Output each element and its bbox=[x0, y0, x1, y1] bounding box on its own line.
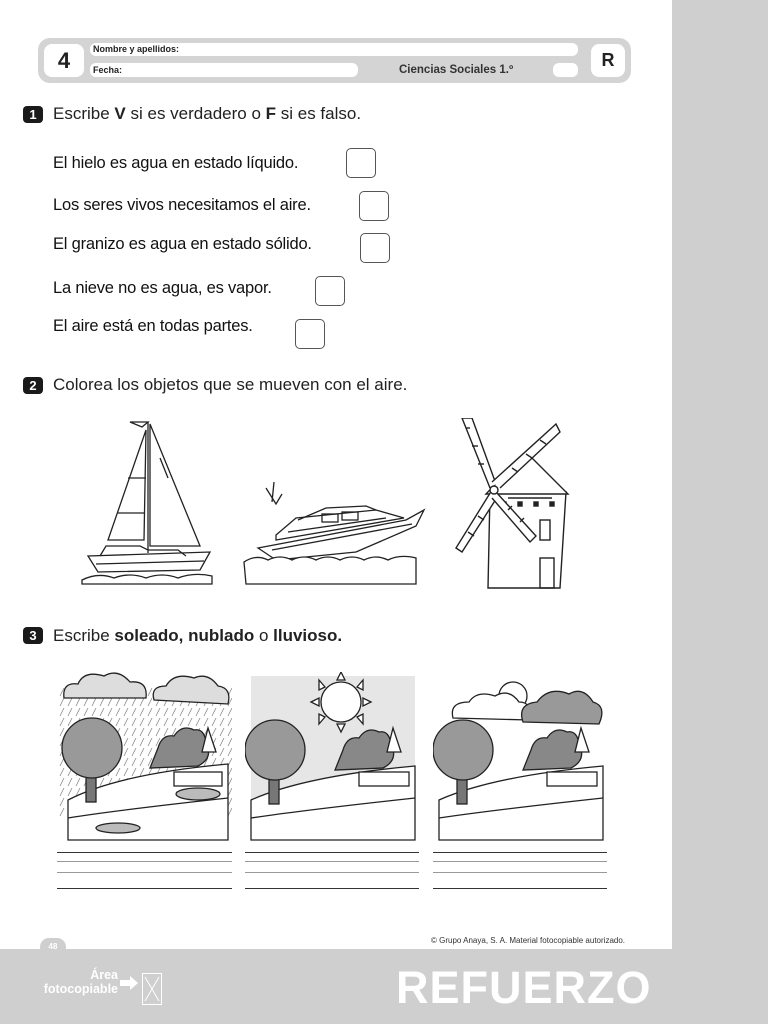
answer-line-2[interactable] bbox=[245, 852, 419, 889]
exercise-2-number: 2 bbox=[23, 377, 43, 394]
statement-2: Los seres vivos necesitamos el aire. bbox=[53, 196, 311, 214]
instruction-bold-v: V bbox=[114, 104, 126, 123]
rainy-landscape bbox=[58, 668, 232, 844]
area-label bbox=[38, 968, 118, 996]
answer-box-2[interactable] bbox=[359, 191, 389, 221]
date-field[interactable] bbox=[90, 63, 358, 77]
statement-5: El aire está en todas partes. bbox=[53, 317, 253, 335]
instruction-text: si es verdadero o bbox=[125, 104, 266, 123]
cloudy-landscape bbox=[433, 672, 607, 844]
exercise-1-instruction bbox=[53, 104, 361, 124]
windmill-drawing[interactable] bbox=[448, 418, 598, 590]
instruction-text: o bbox=[254, 626, 274, 645]
answer-line-3[interactable] bbox=[433, 852, 607, 889]
instruction-bold-1: soleado, nublado bbox=[114, 626, 255, 645]
arrow-right-icon bbox=[120, 976, 140, 990]
answer-line-1[interactable] bbox=[57, 852, 232, 889]
extra-field bbox=[553, 63, 578, 77]
worksheet-header bbox=[38, 38, 631, 83]
instruction-text: Escribe bbox=[53, 626, 115, 645]
sailboat-drawing[interactable] bbox=[78, 418, 218, 588]
instruction-bold-f: F bbox=[265, 104, 277, 123]
brand-title: REFUERZO bbox=[396, 962, 652, 1013]
area-line-1: Área bbox=[90, 968, 118, 982]
motorboat-drawing[interactable] bbox=[236, 480, 432, 588]
subject-label: Ciencias Sociales 1.º bbox=[399, 64, 514, 76]
instruction-text: Escribe bbox=[53, 104, 115, 123]
copy-cross-icon bbox=[142, 973, 162, 1005]
exercise-3-number: 3 bbox=[23, 627, 43, 644]
statement-1: El hielo es agua en estado líquido. bbox=[53, 154, 299, 172]
exercise-2-instruction: Colorea los objetos que se mueven con el aire. bbox=[53, 375, 408, 394]
name-field[interactable] bbox=[90, 43, 578, 56]
instruction-bold-2: lluvioso. bbox=[273, 626, 343, 645]
area-line-2: fotocopiable bbox=[43, 982, 118, 996]
date-label: Fecha: bbox=[93, 65, 123, 75]
answer-box-3[interactable] bbox=[360, 233, 390, 263]
statement-3: El granizo es agua en estado sólido. bbox=[53, 235, 312, 253]
exercise-1-number: 1 bbox=[23, 106, 43, 123]
page-number: 48 bbox=[40, 938, 66, 956]
answer-box-1[interactable] bbox=[346, 148, 376, 178]
instruction-text: si es falso. bbox=[276, 104, 362, 123]
copyright-text: © Grupo Anaya, S. A. Material fotocopiable autorizado. bbox=[431, 936, 626, 945]
unit-number: 4 bbox=[44, 44, 84, 77]
level-badge: R bbox=[591, 44, 625, 77]
name-label: Nombre y apellidos: bbox=[93, 44, 180, 54]
sunny-landscape bbox=[245, 672, 419, 844]
answer-box-4[interactable] bbox=[315, 276, 345, 306]
exercise-3-instruction bbox=[53, 626, 342, 646]
answer-box-5[interactable] bbox=[295, 319, 325, 349]
statement-4: La nieve no es agua, es vapor. bbox=[53, 279, 272, 297]
side-band bbox=[672, 0, 768, 1024]
